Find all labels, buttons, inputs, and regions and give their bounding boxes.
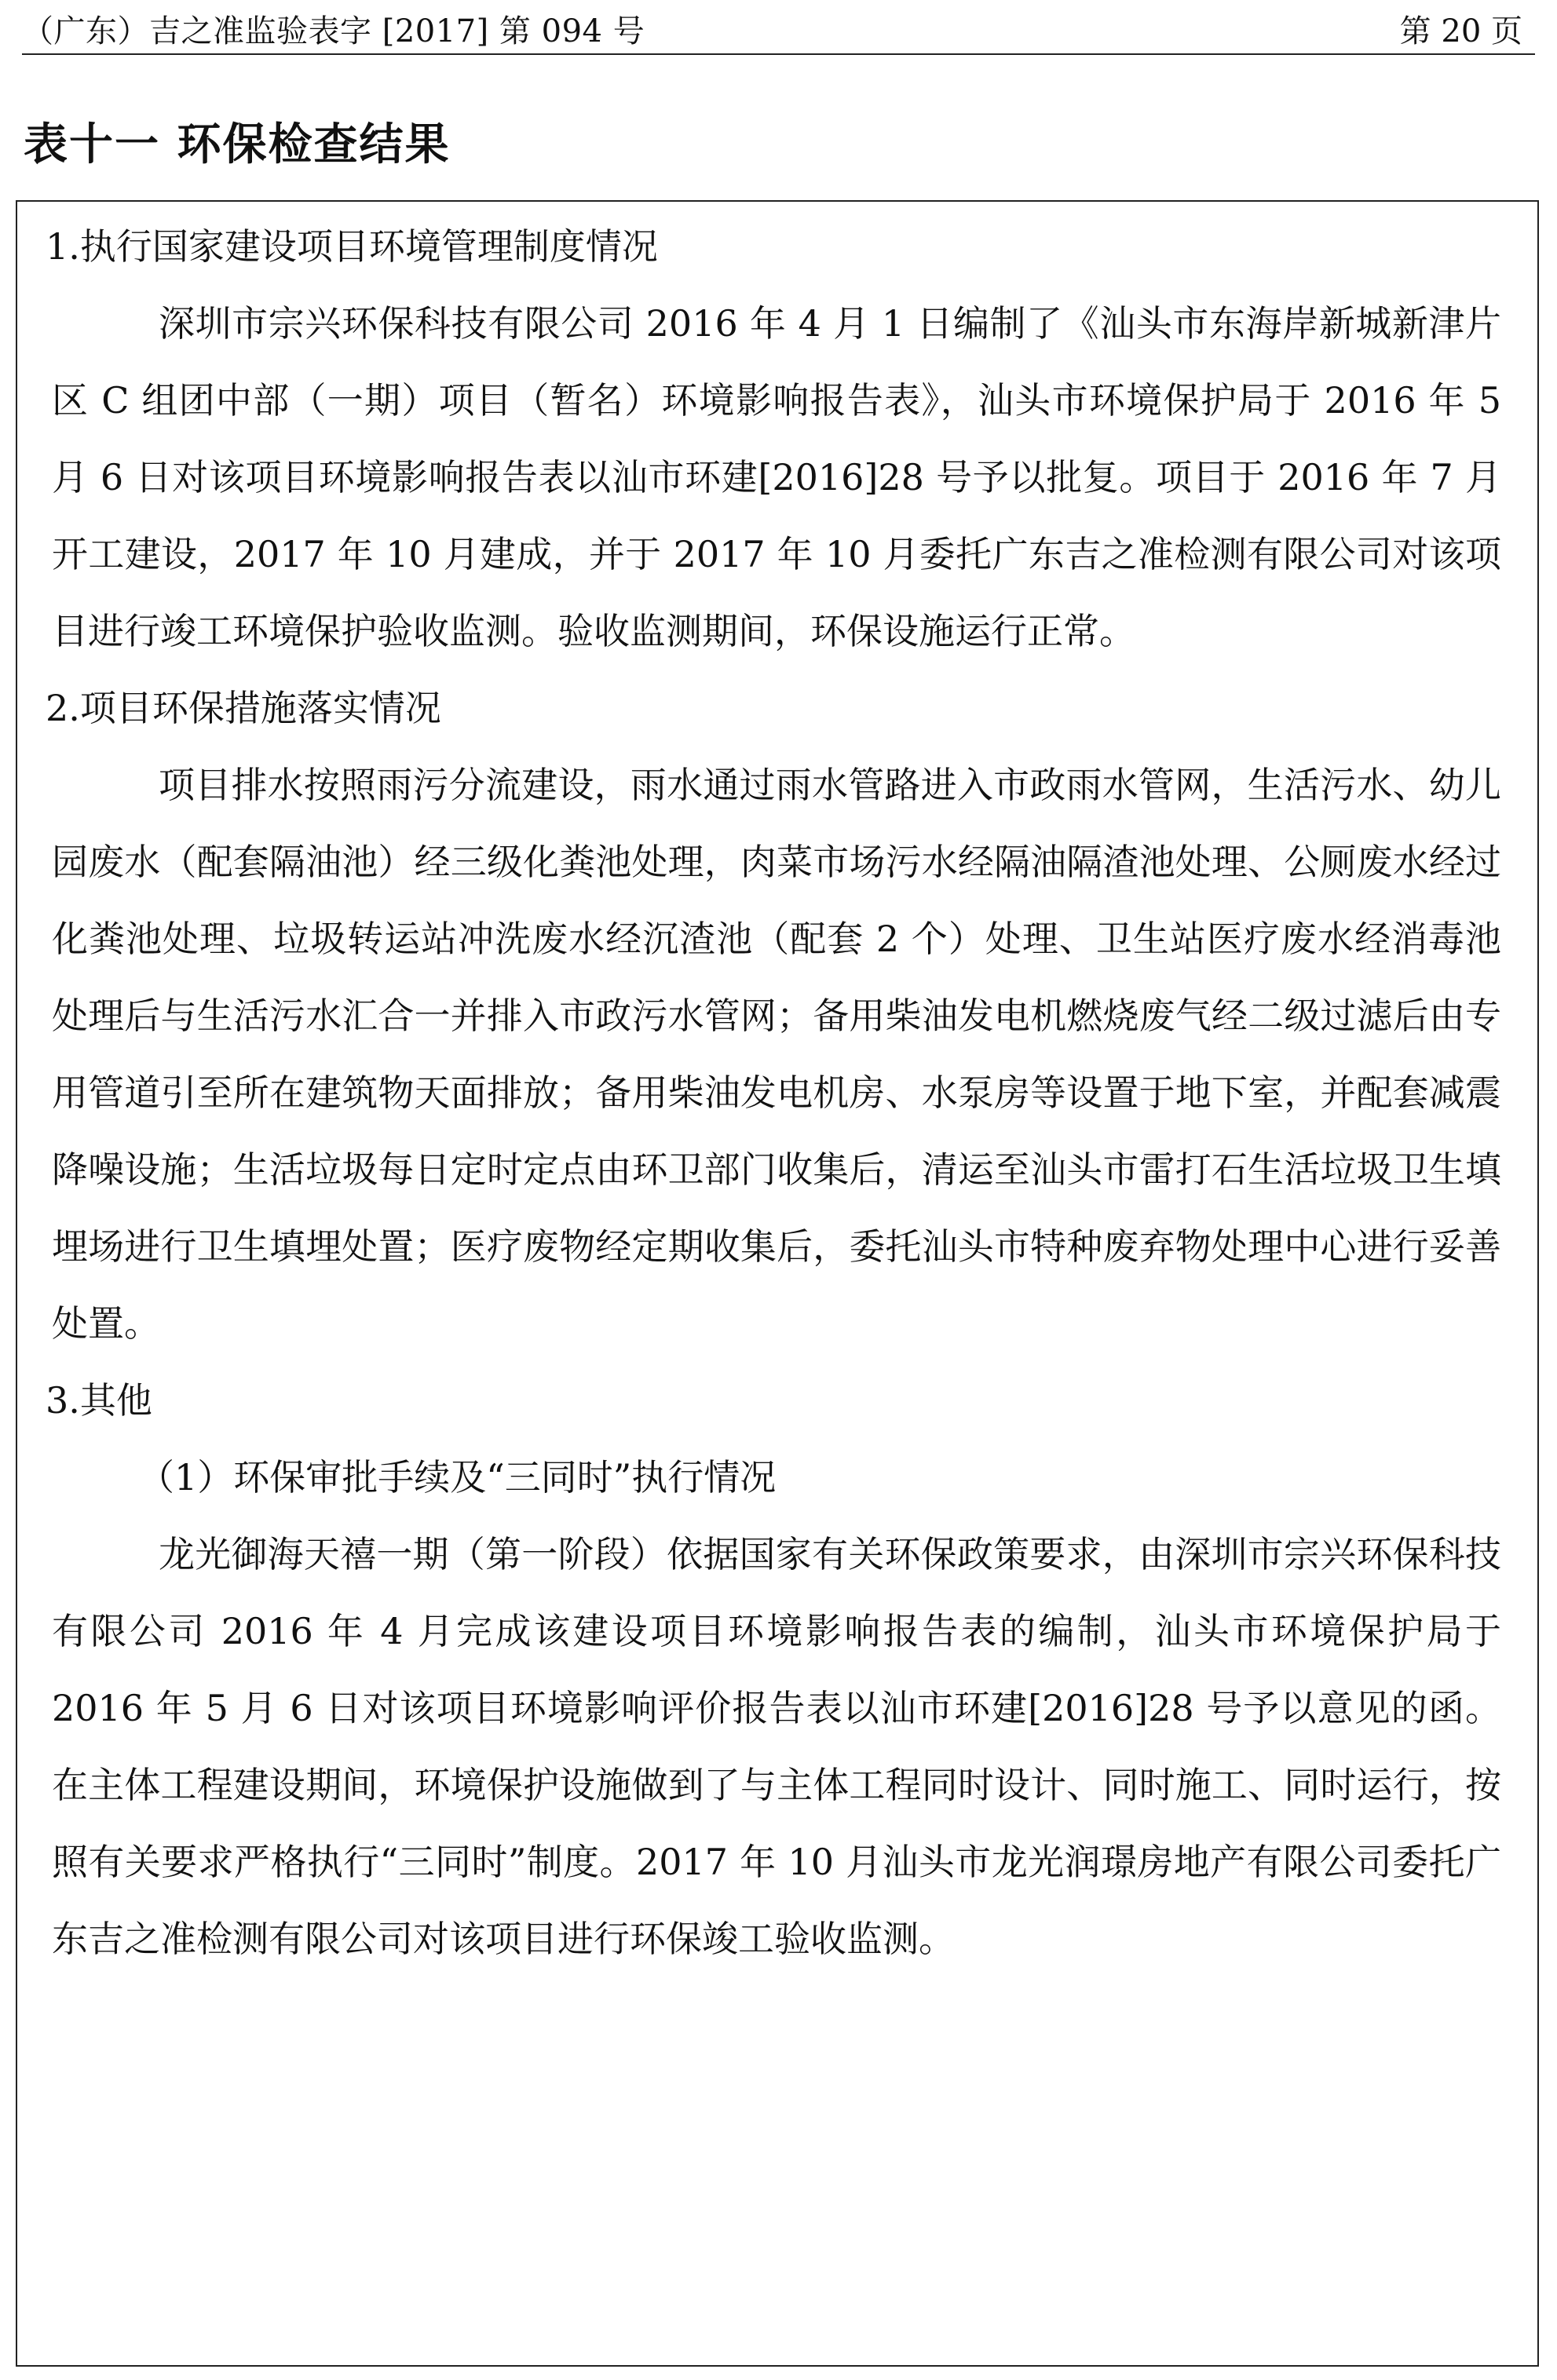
document-reference: （广东）吉之准监验表字 [2017] 第 094 号	[22, 13, 645, 49]
page-header	[22, 9, 1535, 55]
sub-heading-approval-procedures: （1）环保审批手续及“三同时”执行情况	[138, 1456, 777, 1498]
heading-management-system: 1.执行国家建设项目环境管理制度情况	[46, 225, 658, 268]
results-box	[16, 200, 1539, 2367]
heading-protection-measures: 2.项目环保措施落实情况	[46, 687, 441, 729]
section-title: 表十一 环保检查结果	[24, 119, 451, 170]
paragraph-protection-measures: 项目排水按照雨污分流建设，雨水通过雨水管路进入市政雨水管网，生活污水、幼儿园废水（配套隔油池）经三级化粪池处理，肉菜市场污水经隔油隔渣池处理、公厕废水经过化粪池处理、垃圾转运站冲洗废水经沉渣池（配套 2 个）处理、卫生站医疗废水经消毒池处理后与生活污水汇合一并排入市政污水管网；备用柴油发电机燃烧废气经二级过滤后由专用管道引至所在建筑物天面排放；备用柴油发电机房、水泵房等设置于地下室，并配套减震降噪设施；生活垃圾每日定时定点由环卫部门收集后，清运至汕头市雷打石生活垃圾卫生填埋场进行卫生填埋处置；医疗废物经定期收集后，委托汕头市特种废弃物处理中心进行妥善处置。	[52, 764, 1501, 1345]
paragraph-management-system: 深圳市宗兴环保科技有限公司 2016 年 4 月 1 日编制了《汕头市东海岸新城新津片区 C 组团中部（一期）项目（暂名）环境影响报告表》，汕头市环境保护局于 2016 年 5 月 6 日对该项目环境影响报告表以汕市环建[2016]28 号予以批复。项目于 2016 年 7 月开工建设，2017 年 10 月建成，并于 2017 年 10 月委托广东吉之准检测有限公司对该项目进行竣工环境保护验收监测。验收监测期间，环保设施运行正常。	[52, 302, 1501, 652]
page-number: 第 20 页	[1399, 13, 1522, 49]
heading-other: 3.其他	[46, 1379, 152, 1422]
paragraph-approval-procedures: 龙光御海天禧一期（第一阶段）依据国家有关环保政策要求，由深圳市宗兴环保科技有限公司 2016 年 4 月完成该建设项目环境影响报告表的编制，汕头市环境保护局于 2016 年 5 月 6 日对该项目环境影响评价报告表以汕市环建[2016]28 号予以意见的函。在主体工程建设期间，环境保护设施做到了与主体工程同时设计、同时施工、同时运行，按照有关要求严格执行“三同时”制度。2017 年 10 月汕头市龙光润璟房地产有限公司委托广东吉之准检测有限公司对该项目进行环保竣工验收监测。	[52, 1533, 1501, 1960]
results-content	[36, 208, 1519, 1977]
